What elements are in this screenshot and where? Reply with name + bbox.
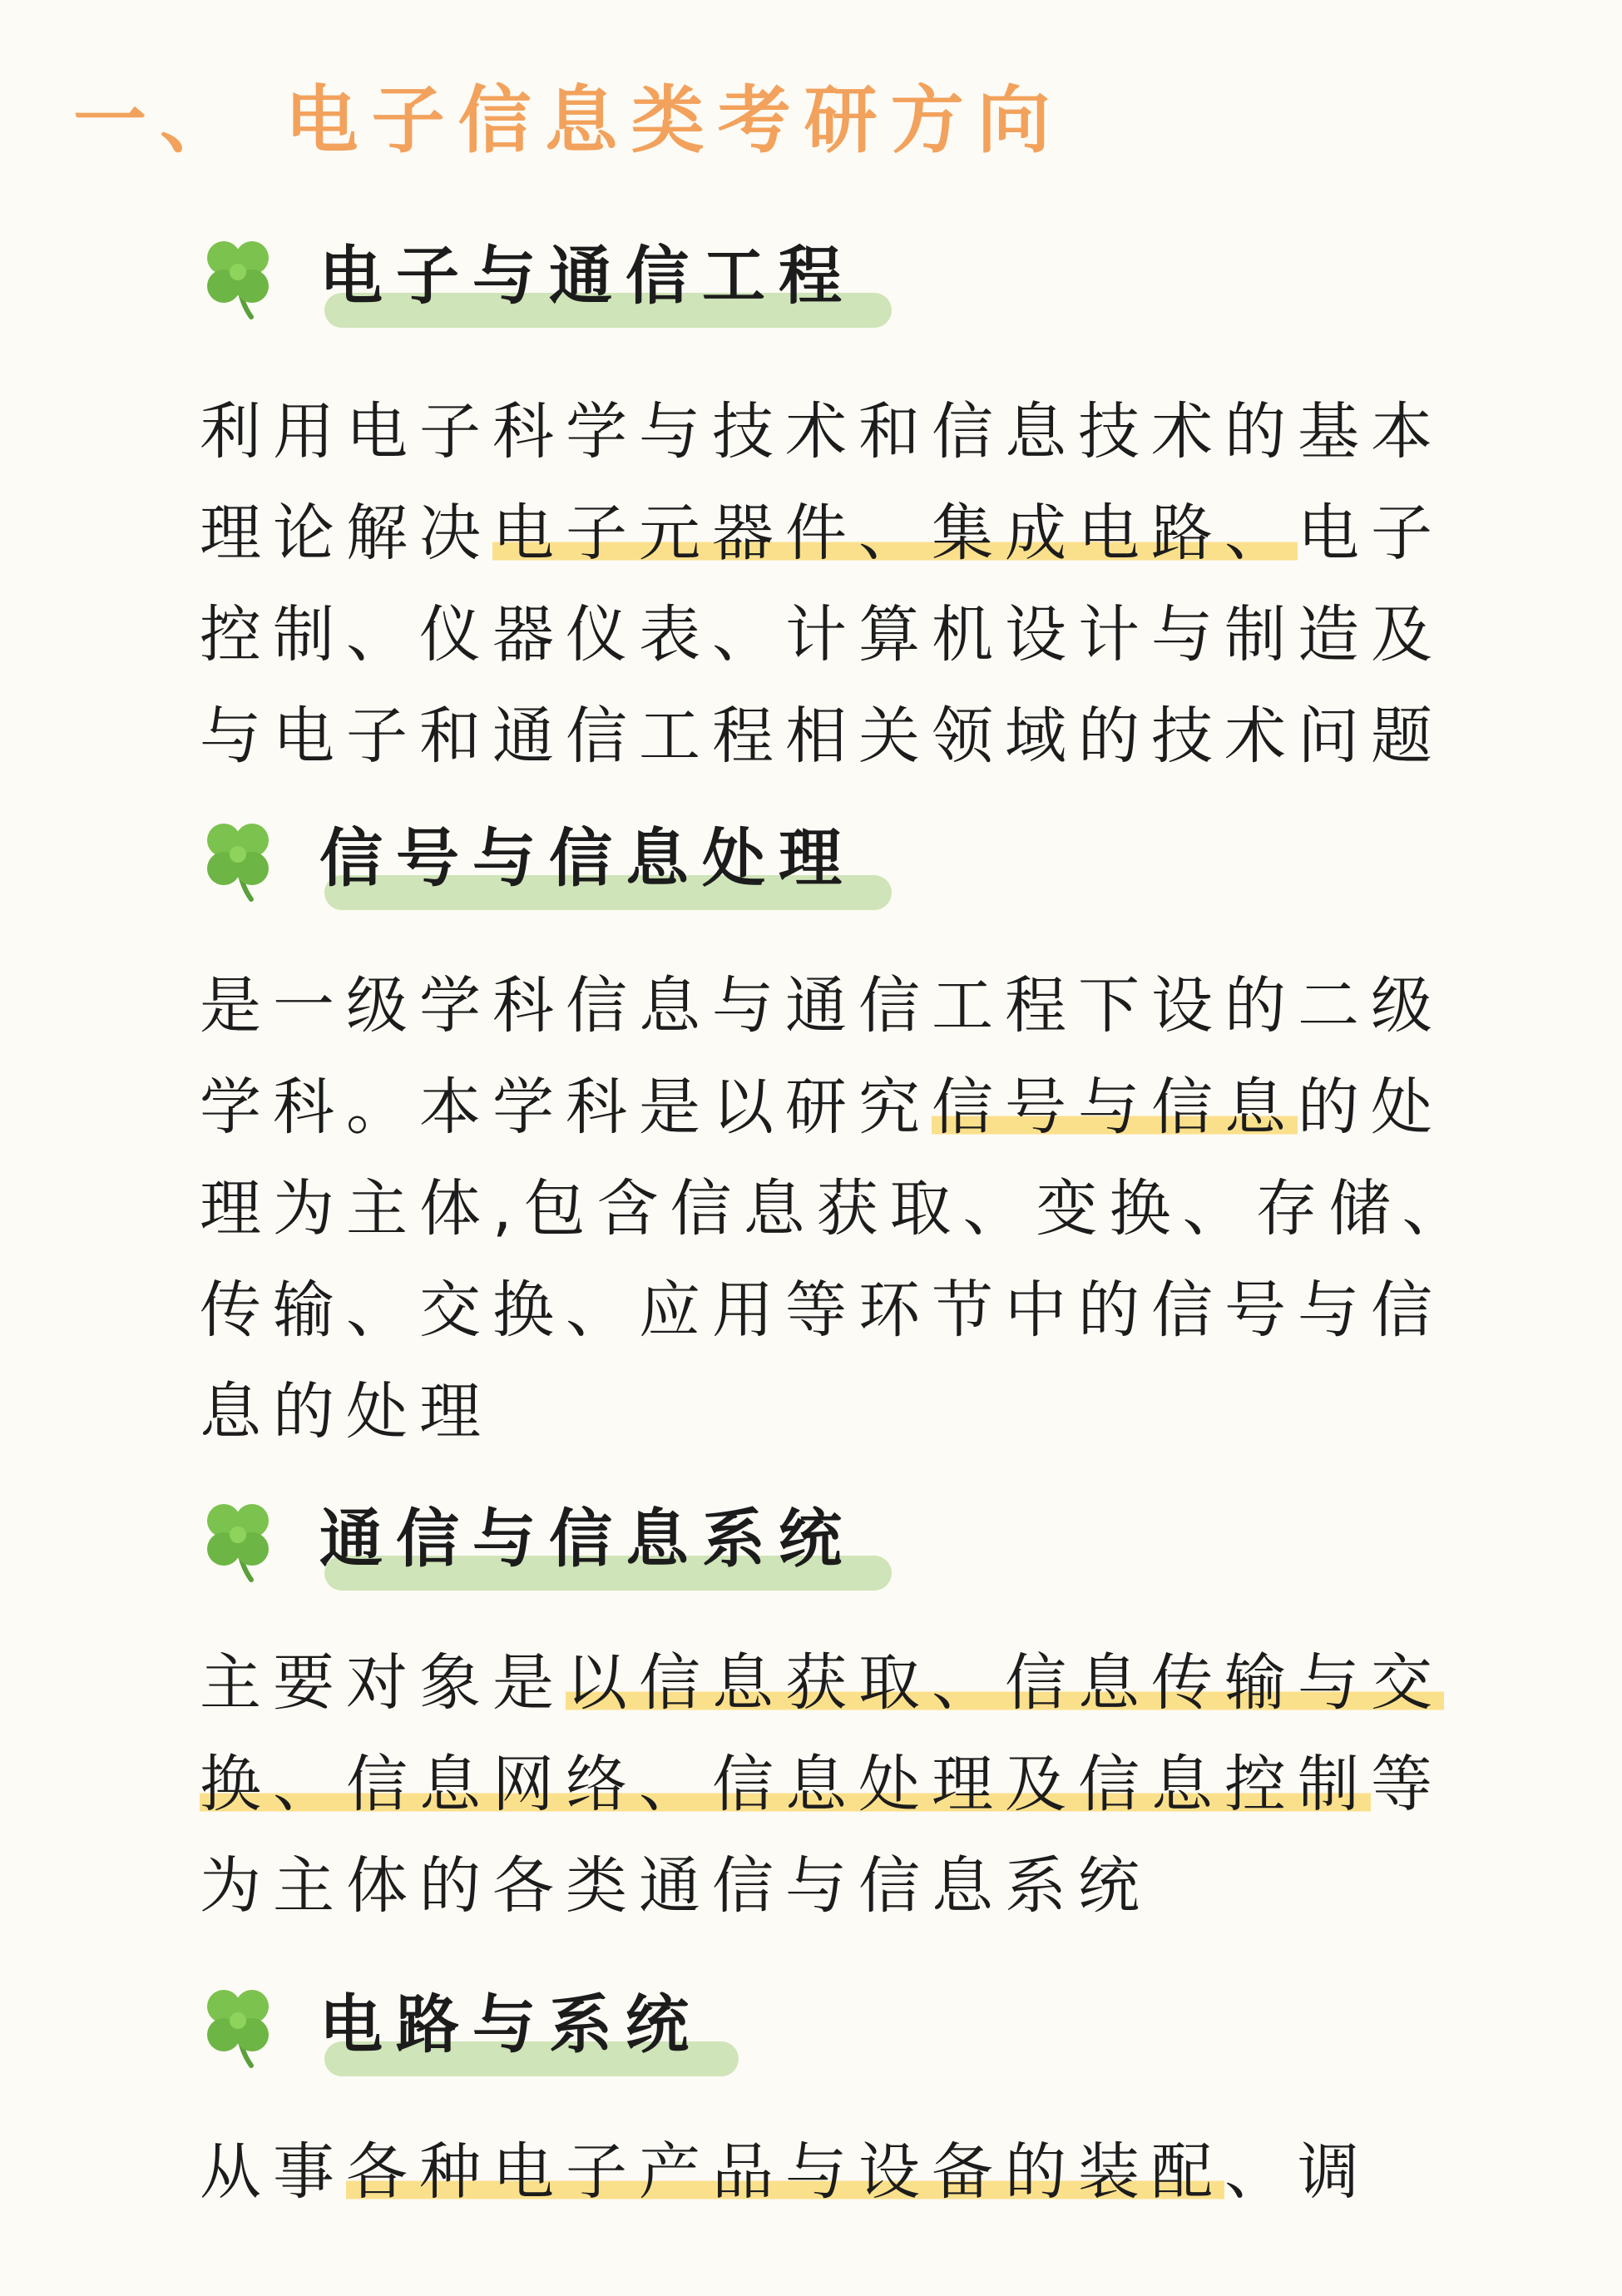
section-paragraph: 利用电子科学与技术和信息技术的基本理论解决电子元器件、集成电路、电子控制、仪器仪表、计算机设计与制造及与电子和通信工程相关领域的技术问题 [200, 396, 1444, 772]
highlighted-text: 信号与信息 [932, 1071, 1298, 1143]
section-heading-text: 信号与信息处理 [319, 821, 855, 895]
section-paragraph: 主要对象是以信息获取、信息传输与交换、信息网络、信息处理及信息控制等为主体的各类通信与信息系统 [200, 1647, 1444, 1922]
four-leaf-clover-icon [196, 813, 279, 904]
highlighted-text: 电子元器件、集成电路、 [492, 497, 1298, 569]
four-leaf-clover-icon [196, 230, 279, 322]
section-heading-communication-systems [196, 1489, 1194, 1589]
section-paragraph: 是一级学科信息与通信工程下设的二级学科。本学科是以研究信号与信息的处理为主体,包含信息获取、变换、存储、传输、交换、应用等环节中的信号与信息的处理 [200, 970, 1476, 1447]
highlighted-text: 以信息获取、信息传输与交换、信息网络、信息处理及信息控制 [200, 1647, 1444, 1820]
page-title: 一、 电子信息类考研方向 [73, 77, 1064, 163]
highlighted-text: 各种电子产品与设备的装配 [346, 2136, 1224, 2208]
section-heading-electronic-communication [196, 226, 1194, 326]
four-leaf-clover-icon [196, 1979, 279, 2071]
section-heading-text: 电路与系统 [319, 1987, 702, 2061]
section-heading-text: 通信与信息系统 [319, 1502, 855, 1576]
section-heading-text: 电子与通信工程 [319, 239, 855, 313]
four-leaf-clover-icon [196, 1493, 279, 1585]
section-paragraph: 从事各种电子产品与设备的装配、调 [200, 2136, 1371, 2208]
section-heading-circuits-systems [196, 1975, 1194, 2075]
section-heading-signal-processing [196, 809, 1194, 908]
